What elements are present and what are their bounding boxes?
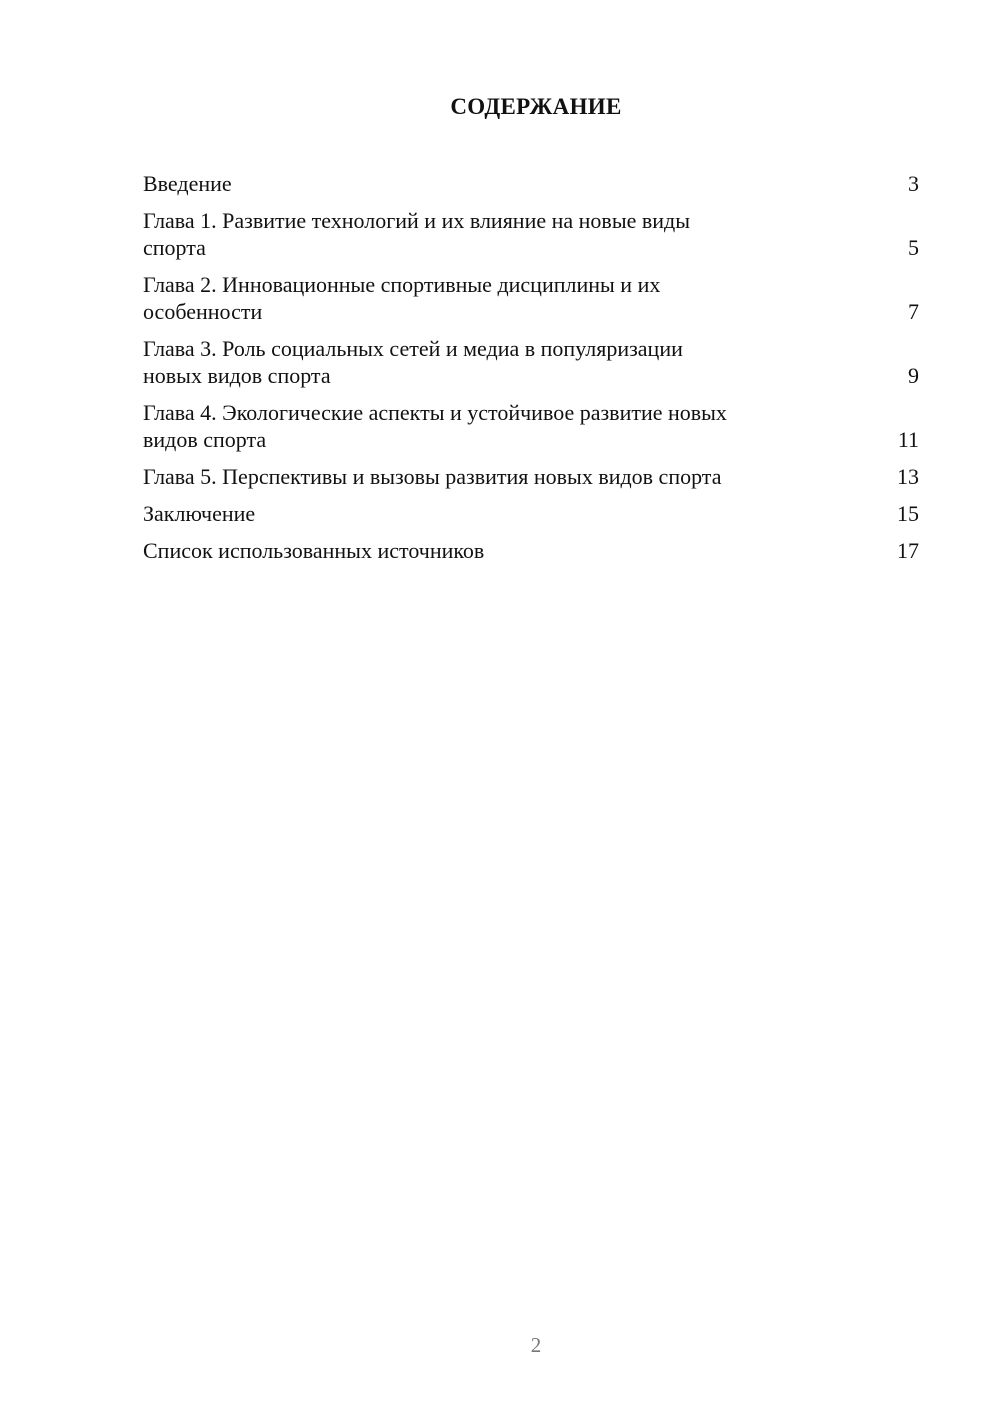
toc-entry-conclusion[interactable] bbox=[143, 500, 919, 527]
toc-entry-chapter-2[interactable] bbox=[143, 271, 919, 325]
toc-entry-text: Глава 3. Роль социальных сетей и медиа в популяризации новых видов спорта bbox=[143, 336, 683, 388]
toc-entry-chapter-1[interactable] bbox=[143, 207, 919, 261]
toc-entry-text: Список использованных источников bbox=[143, 538, 485, 563]
toc-entry-text: Глава 4. Экологические аспекты и устойчивое развитие новых видов спорта bbox=[143, 400, 727, 452]
page-title: СОДЕРЖАНИЕ bbox=[450, 94, 622, 119]
page-number: 2 bbox=[530, 1333, 542, 1357]
toc-entry-references[interactable] bbox=[143, 537, 919, 564]
toc-entry-text: Глава 2. Инновационные спортивные дисциплины и их особенности bbox=[143, 272, 661, 324]
toc-entry-page: 11 bbox=[897, 427, 919, 452]
toc-entry-page: 13 bbox=[897, 464, 919, 489]
toc-entry-page: 7 bbox=[908, 299, 919, 324]
toc-entry-page: 5 bbox=[908, 235, 919, 260]
toc-entry-page: 3 bbox=[908, 171, 919, 196]
table-of-contents bbox=[143, 170, 919, 574]
toc-entry-chapter-4[interactable] bbox=[143, 399, 919, 453]
toc-entry-page: 17 bbox=[897, 538, 919, 563]
toc-entry-chapter-5[interactable] bbox=[143, 463, 919, 490]
toc-entry-page: 9 bbox=[908, 363, 919, 388]
toc-entry-chapter-3[interactable] bbox=[143, 335, 919, 389]
toc-entry-page: 15 bbox=[897, 501, 919, 526]
toc-entry-text: Введение bbox=[143, 171, 232, 196]
toc-entry-text: Глава 1. Развитие технологий и их влияние на новые виды спорта bbox=[143, 208, 691, 260]
toc-entry-text: Заключение bbox=[143, 501, 256, 526]
toc-entry-text: Глава 5. Перспективы и вызовы развития новых видов спорта bbox=[143, 464, 722, 489]
toc-entry-introduction[interactable] bbox=[143, 170, 919, 197]
